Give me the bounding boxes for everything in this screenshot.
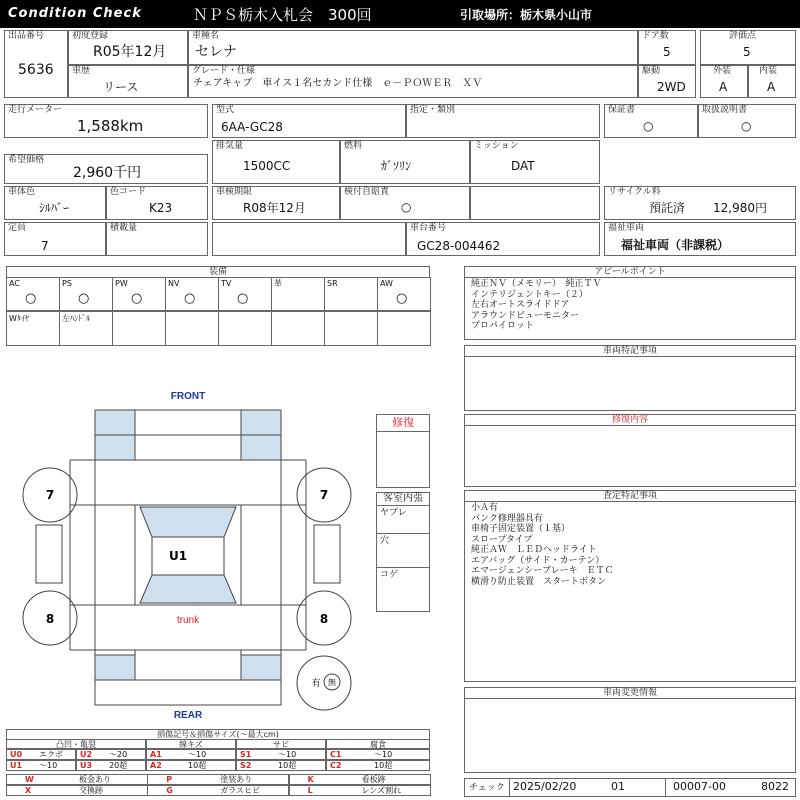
auction-title: ＮＰＳ栃木入札会 300回 (193, 6, 372, 24)
appeal-line: 左右オートスライドドア (471, 300, 570, 310)
assessment-line: 純正ＡＷ ＬＥＤヘッドライト (471, 545, 597, 555)
appeal-line: インテリジェントキー（２） (471, 289, 588, 300)
footer-num-2: 00007-00 (673, 780, 726, 793)
legend-code: C1 (330, 750, 342, 759)
legend-bottom-code: P (166, 775, 173, 784)
legend-group-name: 凸凹・亀裂 (56, 740, 96, 749)
check-label: チェック (469, 783, 505, 793)
equip-cell2-6 (324, 311, 378, 346)
interior-item-burn: コゲ (380, 570, 399, 580)
assessment-title: 査定特記事項 (465, 491, 795, 502)
changes-title: 車両変更情報 (465, 688, 795, 699)
equip-cell-2 (112, 277, 166, 311)
legend-bottom-cell (147, 774, 289, 785)
assessment-line: 車椅子固定装置（１基） (471, 524, 571, 534)
equip-label-5: 革 (274, 279, 282, 288)
spare-present-label: 有 (311, 679, 321, 689)
appeal-line: 純正ＮＶ（メモリー） 純正ＴＶ (471, 279, 602, 289)
equip-label-0: AC (9, 279, 20, 288)
legend-bottom-cell (6, 774, 148, 785)
car-name-cell: 車種名 セレナ (188, 30, 638, 65)
legend-text: ～10 (278, 750, 297, 759)
equip-mark-0: ○ (25, 291, 37, 306)
legend-text: ～10 (374, 750, 393, 759)
legend-bottom-text: ガラスヒビ (220, 786, 261, 795)
equip-cell-5 (271, 277, 325, 311)
exterior-cell: 外装 A (700, 65, 748, 98)
front-label: FRONT (170, 391, 206, 402)
assessment-line: エマージェンシーブレーキ ＥＴＣ (471, 566, 614, 576)
legend-text: 10超 (374, 761, 393, 770)
equip-mark-1: ○ (78, 291, 90, 306)
equip-cell-0 (6, 277, 60, 311)
legend-cell (146, 760, 236, 771)
liability-cell: 検付自賠責 ○ (340, 186, 470, 220)
equip-label-1: PS (62, 279, 72, 288)
equip-label-6: SR (327, 279, 338, 288)
rear-label: REAR (173, 710, 203, 721)
equip-label-3: NV (168, 279, 180, 288)
mission-cell: ミッション DAT (470, 140, 600, 184)
equip-label2-0: Wﾀｲﾔ (9, 314, 29, 323)
equip-cell-4 (218, 277, 272, 311)
tire-front-left: 7 (45, 488, 55, 502)
legend-cell (326, 760, 430, 771)
fuel-cell: 燃料 ｶﾞｿﾘﾝ (340, 140, 470, 184)
vehicle-notes-title: 車両特記事項 (465, 346, 795, 357)
brand-title: Condition Check (8, 6, 142, 21)
blank-cell-2 (212, 222, 406, 256)
chassis-cell: 車台番号 GC28-004462 (406, 222, 600, 256)
interior-lining-box (376, 492, 430, 612)
equip-mark-2: ○ (131, 291, 143, 306)
legend-bottom-text: 交換跡 (79, 786, 103, 795)
legend-group-name: 腐食 (370, 740, 386, 749)
assessment-line: スロープタイプ (471, 534, 533, 545)
legend-bottom-text: 板金あり (79, 775, 111, 784)
equip-cell2-7 (377, 311, 431, 346)
legend-text: ～10 (188, 750, 207, 759)
legend-code: C2 (330, 761, 342, 770)
body-color-cell: 車体色 ｼﾙﾊﾞｰ (4, 186, 106, 220)
history-cell: 車歴 リース (68, 65, 188, 98)
equip-label-7: AW (380, 279, 393, 288)
assessment-line: 小Ａ有 (471, 503, 499, 513)
legend-bottom-code: W (25, 775, 34, 784)
doors-cell: ドア数 5 (638, 30, 696, 65)
legend-code: U1 (10, 761, 23, 770)
equip-mark-3: ○ (184, 291, 196, 306)
check-date: 2025/02/20 (513, 780, 577, 793)
vehicle-notes-panel (464, 345, 796, 411)
legend-group-0 (6, 739, 146, 749)
capacity-cell: 定員 7 (4, 222, 106, 256)
equip-cell2-5 (271, 311, 325, 346)
equip-mark-7: ○ (396, 291, 408, 306)
color-code-cell: 色コード K23 (106, 186, 208, 220)
legend-cell (236, 749, 326, 760)
equip-cell-6 (324, 277, 378, 311)
equip-cell2-1 (59, 311, 113, 346)
assessment-line: エアバッグ（サイド・カーテン） (471, 555, 605, 566)
trunk-label: trunk (176, 615, 200, 626)
equip-cell-7 (377, 277, 431, 311)
equip-label-2: PW (115, 279, 128, 288)
legend-cell (236, 760, 326, 771)
legend-cell (76, 749, 146, 760)
equip-cell2-3 (165, 311, 219, 346)
assessment-panel (464, 490, 796, 682)
legend-group-name: 線キズ (179, 740, 203, 749)
interior-item-tear: ヤブレ (380, 508, 407, 518)
tire-front-right: 7 (319, 488, 329, 502)
legend-code: U3 (80, 761, 93, 770)
legend-bottom-text: 看板跡 (361, 775, 386, 784)
equip-mark-4: ○ (237, 291, 249, 306)
appeal-line: プロパイロット (471, 321, 534, 331)
interior-item-hole: 穴 (380, 536, 390, 546)
legend-bottom-text: 塗装あり (220, 775, 253, 784)
header-bar (0, 0, 800, 28)
repair-content-panel (464, 414, 796, 487)
model-cell: 型式 6AA-GC28 (212, 104, 406, 138)
car-diagram (0, 385, 376, 725)
price-cell: 希望価格 2,960千円 (4, 154, 208, 184)
equip-label2-1: 左ﾊﾝﾄﾞﾙ (62, 314, 90, 323)
spare-status-icon: 無 (328, 678, 336, 687)
appeal-panel (464, 266, 796, 340)
legend-text: ～10 (39, 761, 58, 770)
equip-cell2-2 (112, 311, 166, 346)
displacement-cell: 排気量 1500CC (212, 140, 340, 184)
legend-code: U0 (10, 750, 23, 759)
changes-panel (464, 687, 796, 773)
tire-rear-left: 8 (45, 612, 55, 626)
legend-title: 損傷記号＆損傷サイズ(～最大cm) (7, 730, 429, 740)
equipment-title: 装備 (7, 267, 429, 278)
legend-text: 10超 (188, 761, 207, 770)
lot-number-cell: 出品番号 5636 (4, 30, 68, 98)
legend-cell (76, 760, 146, 771)
legend-code: S2 (240, 761, 252, 770)
legend-code: A2 (150, 761, 162, 770)
interior-lining-title: 客室内張 (377, 493, 429, 506)
blank-cell (470, 186, 600, 220)
legend-bottom-cell (6, 785, 148, 796)
legend-code: U2 (80, 750, 93, 759)
drive-cell: 駆動 2WD (638, 65, 696, 98)
legend-cell (6, 760, 76, 771)
equip-label-4: TV (221, 279, 232, 288)
repair-title: 修復 (377, 415, 429, 432)
first-registration-cell: 初度登録 R05年12月 (68, 30, 188, 65)
legend-text: 10超 (278, 761, 297, 770)
interior-damage-mark: U1 (168, 549, 188, 563)
legend-group-1 (146, 739, 236, 749)
equip-cell2-4 (218, 311, 272, 346)
legend-bottom-code: G (166, 786, 173, 795)
legend-bottom-cell (289, 774, 431, 785)
equip-cell-3 (165, 277, 219, 311)
assessment-line: 横滑り防止装置 スタートボタン (471, 576, 607, 587)
assessment-line: パンク修理器具有 (471, 513, 543, 524)
load-cell: 積載量 (106, 222, 208, 256)
footer-num-3: 8022 (761, 780, 789, 793)
pickup-location: 引取場所：栃木県小山市 (460, 8, 593, 22)
equip-cell2-0 (6, 311, 60, 346)
inspection-cell: 車検期限 R08年12月 (212, 186, 340, 220)
designation-cell: 指定・類別 (406, 104, 600, 138)
mileage-cell: 走行メーター 1,588km (4, 104, 208, 138)
recycle-cell: リサイクル料 預託済 12,980円 (604, 186, 796, 220)
legend-bottom-code: K (307, 775, 314, 784)
warranty-cell: 保証書 ○ (604, 104, 698, 138)
legend-group-3 (326, 739, 430, 749)
rating-cell: 評価点 5 (700, 30, 796, 65)
legend-cell (146, 749, 236, 760)
legend-text: エクボ (39, 750, 63, 759)
legend-bottom-code: L (307, 786, 313, 795)
appeal-title: アピールポイント (465, 267, 795, 278)
legend-bottom-code: X (25, 786, 32, 795)
interior-cell: 内装 A (748, 65, 796, 98)
legend-text: ～20 (109, 750, 128, 759)
legend-bottom-cell (147, 785, 289, 796)
legend-code: S1 (240, 750, 252, 759)
appeal-line: アラウンドビューモニター (471, 310, 580, 321)
manual-cell: 取扱説明書 ○ (698, 104, 796, 138)
grade-cell: グレード・仕様 チェアキャブ 車イス１名セカンド仕様 ｅ－ＰＯＷＥＲ ＸＶ (188, 65, 638, 98)
repair-content-title: 修復内容 (465, 415, 795, 426)
footer-bar (464, 778, 796, 797)
welfare-cell: 福祉車両 福祉車両（非課税） (604, 222, 796, 256)
legend-text: 20超 (109, 761, 128, 770)
repair-box (376, 414, 430, 488)
legend-bottom-text: レンズ割れ (361, 786, 402, 795)
legend-cell (6, 749, 76, 760)
legend-bottom-cell (289, 785, 431, 796)
footer-num-1: 01 (611, 780, 625, 793)
legend-code: A1 (150, 750, 162, 759)
tire-rear-right: 8 (319, 612, 329, 626)
legend-group-2 (236, 739, 326, 749)
equip-cell-1 (59, 277, 113, 311)
legend-group-name: サビ (273, 740, 289, 749)
legend-cell (326, 749, 430, 760)
